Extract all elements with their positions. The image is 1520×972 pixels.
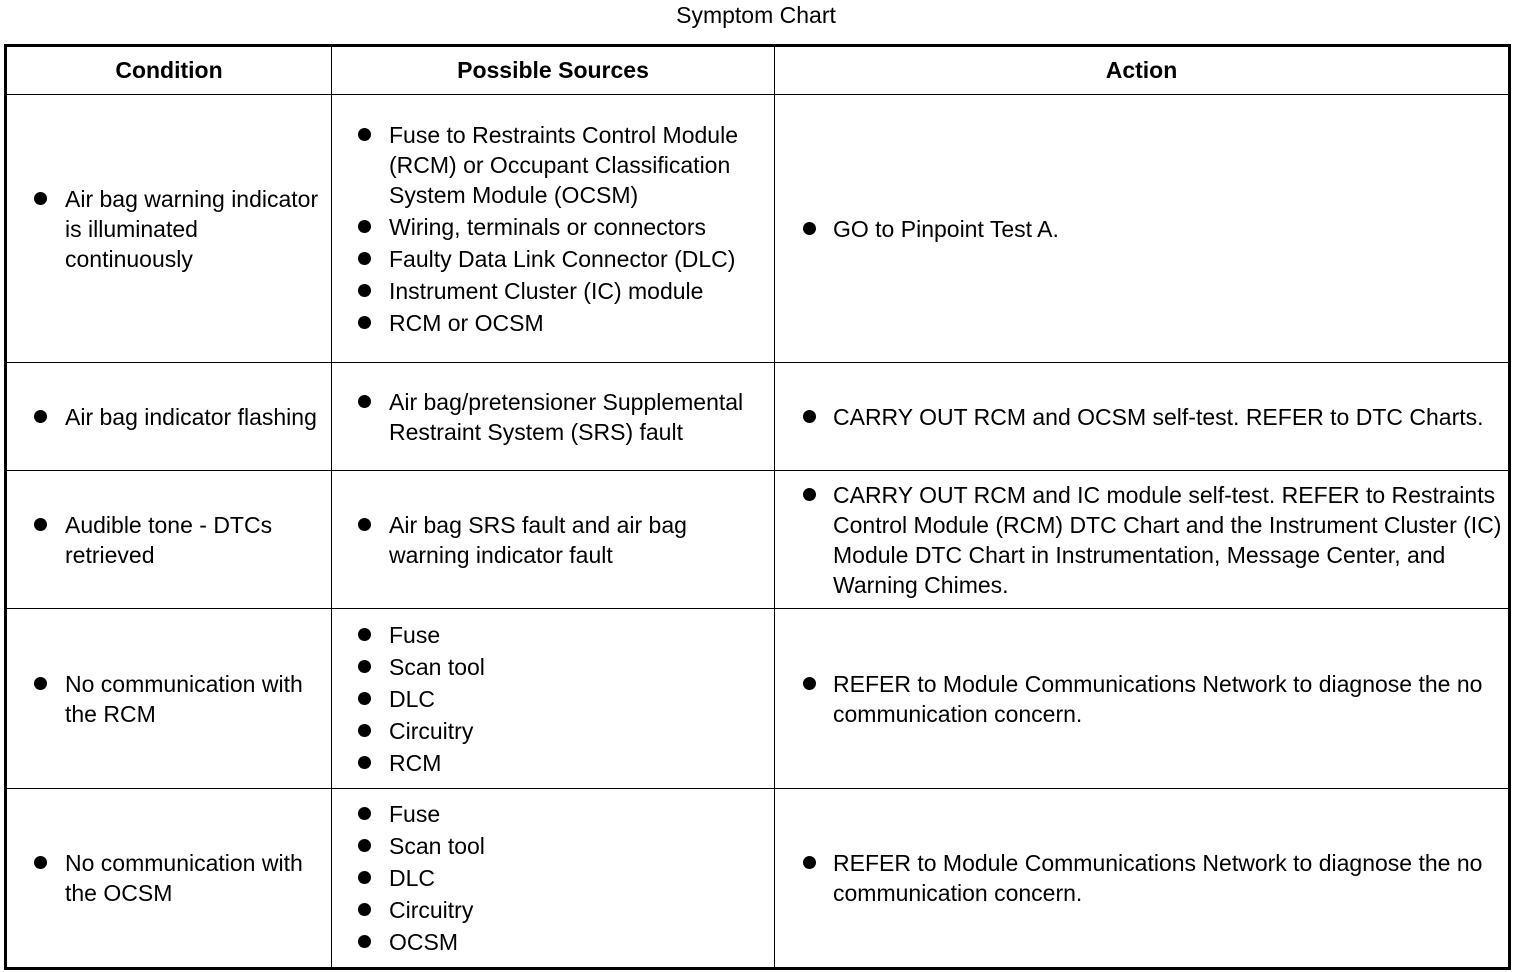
action-cell <box>775 95 1510 363</box>
sources-cell <box>332 789 775 969</box>
page-title: Symptom Chart <box>676 2 836 28</box>
action-item: GO to Pinpoint Test A. <box>775 214 1502 244</box>
condition-item: Audible tone - DTCs retrieved <box>7 510 325 570</box>
source-item: Scan tool <box>332 652 768 682</box>
source-item: Air bag SRS fault and air bag warning indicator fault <box>332 510 768 570</box>
action-cell <box>775 789 1510 969</box>
source-item: Instrument Cluster (IC) module <box>332 276 768 306</box>
action-item: CARRY OUT RCM and IC module self-test. REFER to Restraints Control Module (RCM) DTC Chart and the Instrument Cluster (IC) Module DTC Chart in Instrumentation, Message Center, and Warning Chimes. <box>775 480 1502 600</box>
symptom-table <box>4 44 1511 970</box>
sources-cell <box>332 95 775 363</box>
action-cell <box>775 363 1510 471</box>
header-possible-sources: Possible Sources <box>332 46 775 95</box>
action-cell <box>775 609 1510 789</box>
table-row <box>6 471 1510 609</box>
table-row <box>6 789 1510 969</box>
action-item: CARRY OUT RCM and OCSM self-test. REFER to DTC Charts. <box>775 402 1502 432</box>
table-row <box>6 95 1510 363</box>
condition-cell <box>6 609 332 789</box>
source-item: OCSM <box>332 927 768 957</box>
source-item: Fuse <box>332 620 768 650</box>
source-item: Air bag/pretensioner Supplemental Restraint System (SRS) fault <box>332 387 768 447</box>
condition-item: No communication with the OCSM <box>7 848 325 908</box>
condition-item: No communication with the RCM <box>7 669 325 729</box>
sources-cell <box>332 471 775 609</box>
action-item: REFER to Module Communications Network to diagnose the no communication concern. <box>775 669 1502 729</box>
source-item: Fuse <box>332 799 768 829</box>
sources-cell <box>332 363 775 471</box>
condition-cell <box>6 95 332 363</box>
condition-cell <box>6 471 332 609</box>
sources-cell <box>332 609 775 789</box>
source-item: Circuitry <box>332 716 768 746</box>
source-item: DLC <box>332 863 768 893</box>
action-item: REFER to Module Communications Network to diagnose the no communication concern. <box>775 848 1502 908</box>
source-item: RCM <box>332 748 768 778</box>
source-item: Fuse to Restraints Control Module (RCM) or Occupant Classification System Module (OCSM) <box>332 120 768 210</box>
condition-item: Air bag warning indicator is illuminated continuously <box>7 184 325 274</box>
table-row <box>6 363 1510 471</box>
source-item: Circuitry <box>332 895 768 925</box>
source-item: Wiring, terminals or connectors <box>332 212 768 242</box>
source-item: RCM or OCSM <box>332 308 768 338</box>
header-condition: Condition <box>6 46 332 95</box>
condition-item: Air bag indicator flashing <box>7 402 325 432</box>
header-action: Action <box>775 46 1510 95</box>
source-item: Faulty Data Link Connector (DLC) <box>332 244 768 274</box>
condition-cell <box>6 363 332 471</box>
action-cell <box>775 471 1510 609</box>
source-item: Scan tool <box>332 831 768 861</box>
source-item: DLC <box>332 684 768 714</box>
table-header-row <box>6 46 1510 95</box>
table-row <box>6 609 1510 789</box>
condition-cell <box>6 789 332 969</box>
